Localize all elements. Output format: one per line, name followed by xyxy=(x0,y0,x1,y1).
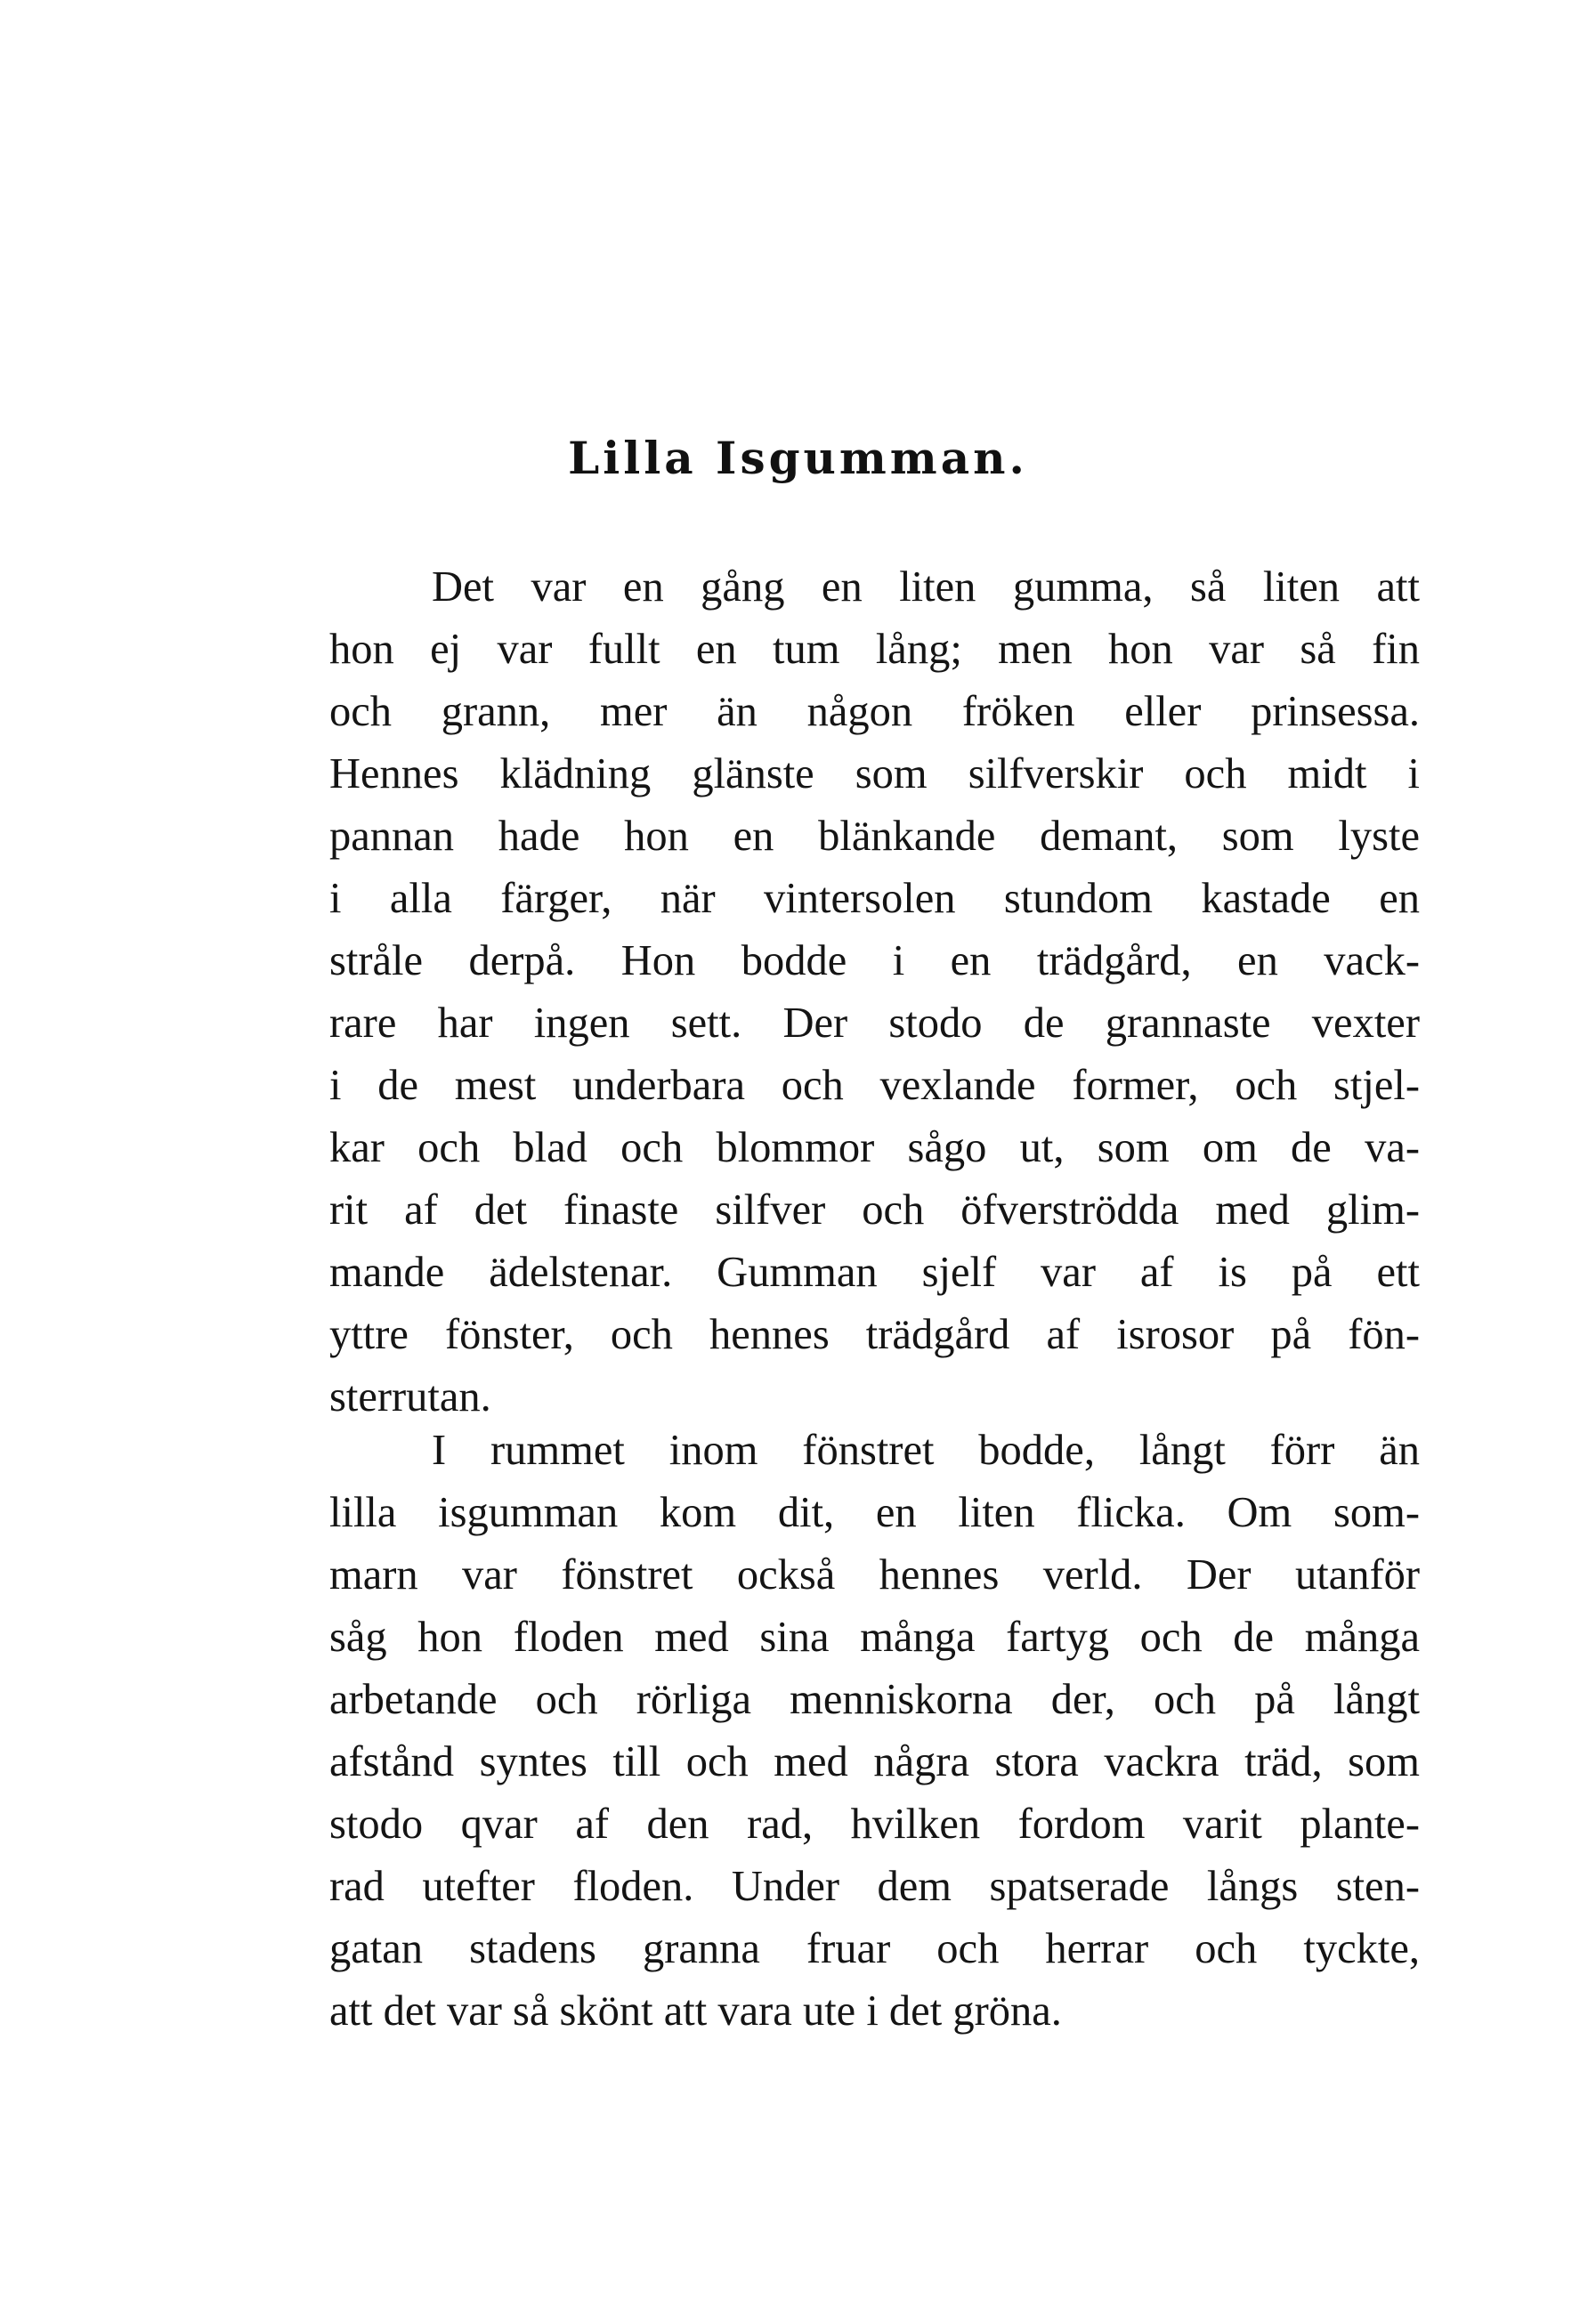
text-line: pannan hade hon en blänkande demant, som lyste xyxy=(329,813,1420,860)
text-line: lilla isgumman kom dit, en liten flicka. Om som- xyxy=(329,1489,1420,1536)
text-line: i de mest underbara och vexlande former, och stjel- xyxy=(329,1062,1420,1109)
chapter-title: Lilla Isgumman. xyxy=(568,432,1028,484)
text-line: stodo qvar af den rad, hvilken fordom varit plante- xyxy=(329,1801,1420,1848)
text-line: att det var så skönt att vara ute i det gröna. xyxy=(329,1987,1062,2035)
text-line: och grann, mer än någon fröken eller prinsessa. xyxy=(329,688,1420,735)
text-line: yttre fönster, och hennes trädgård af isrosor på fön- xyxy=(329,1311,1420,1358)
paragraph-1 xyxy=(329,556,1420,1429)
text-line: i alla färger, när vintersolen stundom kastade en xyxy=(329,875,1420,922)
paragraph-2 xyxy=(329,1420,1420,2043)
text-line: stråle derpå. Hon bodde i en trädgård, en vack- xyxy=(329,937,1420,984)
text-line: såg hon floden med sina många fartyg och de många xyxy=(329,1614,1420,1661)
text-line: sterrutan. xyxy=(329,1373,491,1421)
text-line: kar och blad och blommor sågo ut, som om de va- xyxy=(329,1124,1420,1171)
text-line: Det var en gång en liten gumma, så liten att xyxy=(432,563,1420,611)
text-line: afstånd syntes till och med några stora vackra träd, som xyxy=(329,1738,1420,1785)
text-line: rit af det finaste silfver och öfverströdda med glim- xyxy=(329,1186,1420,1234)
text-line: hon ej var fullt en tum lång; men hon var så fin xyxy=(329,626,1420,673)
text-line: rare har ingen sett. Der stodo de grannaste vexter xyxy=(329,1000,1420,1047)
text-line: rad utefter floden. Under dem spatserade långs sten- xyxy=(329,1863,1420,1910)
text-line: marn var fönstret också hennes verld. Der utanför xyxy=(329,1551,1420,1599)
text-line: Hennes klädning glänste som silfverskir och midt i xyxy=(329,750,1420,797)
text-line: gatan stadens granna fruar och herrar och tyckte, xyxy=(329,1925,1420,1972)
text-line: arbetande och rörliga menniskorna der, och på långt xyxy=(329,1676,1420,1723)
text-line: mande ädelstenar. Gumman sjelf var af is på ett xyxy=(329,1249,1420,1296)
text-line: I rummet inom fönstret bodde, långt förr än xyxy=(432,1427,1420,1474)
